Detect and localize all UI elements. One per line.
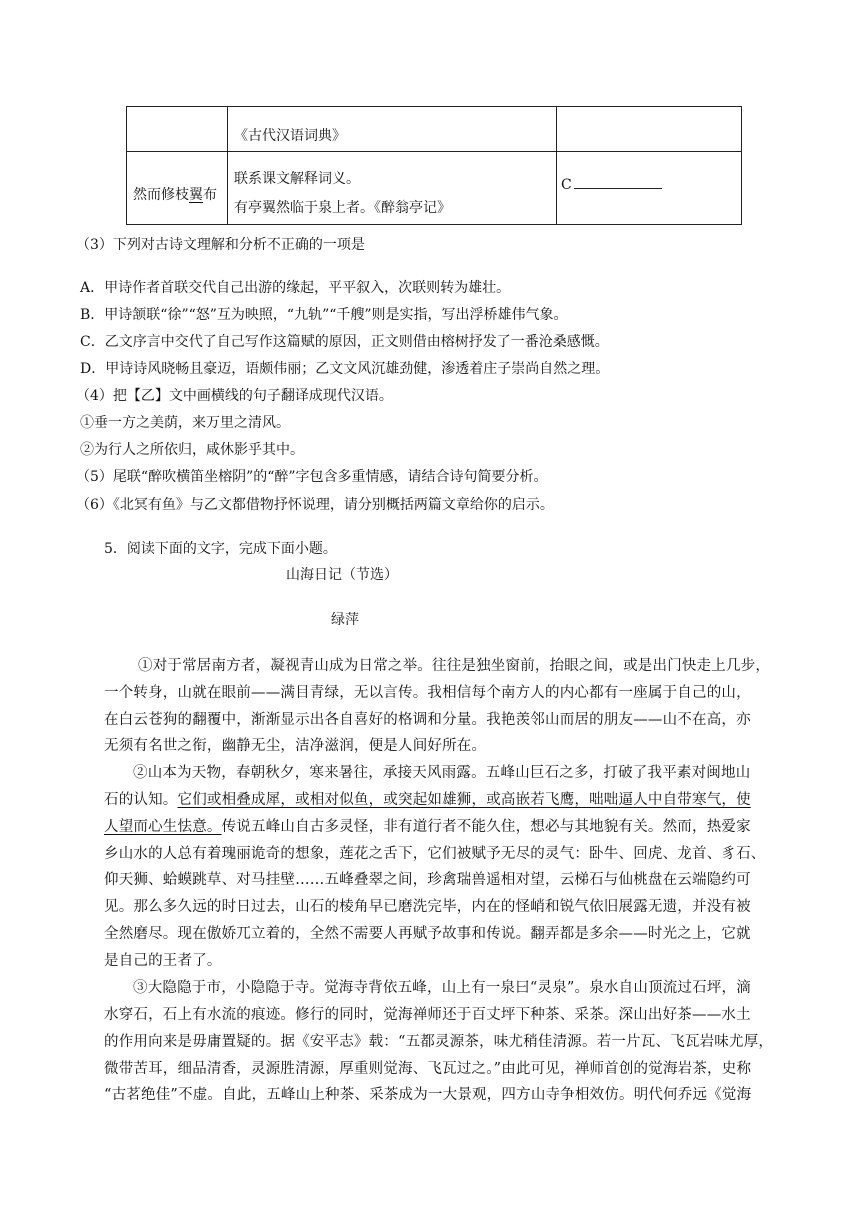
underlined-sentence: 它们或相叠成犀，或相对似鱼，或突起如雄狮，或高嵌若飞鹰，咄咄逼人中自带寒气，使 [177,792,751,808]
option-b[interactable]: B．甲诗颔联“徐”“怒”互为映照，“九轨”“千艘”则是实指，写出浮桥雄伟气象。 [80,307,568,323]
underlined-sentence: 人望而心生怯意。 [104,819,222,835]
para1-line: 一个转身，山就在眼前——满目青绿，无以言传。我相信每个南方人的内心都有一座属于自己的山， [104,685,751,701]
para2-line: 全然磨尽。现在傲娇兀立着的，全然不需要人再赋予故事和传说。翻弄都是多余——时光之上，它就 [104,926,751,942]
para2-line: 仰天狮、蛤蟆跳草、对马挂壁……五峰叠翠之间，珍禽瑞兽遥相对望，云梯石与仙桃盘在云端隐约可 [104,872,751,888]
phrase-emph: 翼 [189,187,203,203]
para3-line: 水穿石，石上有水流的痕迹。修行的同时，觉海禅师还于百丈坪下种茶、采茶。深山出好茶——水土 [104,1007,751,1023]
blank-line[interactable] [574,176,662,189]
para3-line: 微带苦耳，细品清香，灵源胜清源，厚重则觉海、飞瓦过之。”由此可见，禅师首创的觉海岩茶，史称 [104,1061,752,1077]
table-cell [557,152,742,225]
translation-item-1: ①垂一方之美荫，来万里之清风。 [80,415,290,431]
plain-text: 传说五峰山自古多灵怪，非有道行者不能久住，想必与其地貌有关。然而，热爱家 [221,819,751,835]
table-cell [127,152,228,225]
para2-line: 乡山水的人总有着瑰丽诡奇的想象，莲花之舌下，它们被赋予无尽的灵气：卧牛、回虎、龙首、豸石、 [104,846,766,862]
para1-line: 无须有名世之衔，幽静无尘，洁净滋润，便是人间好所在。 [104,738,487,754]
section-intro: 5．阅读下面的文字，完成下面小题。 [104,541,337,557]
para2-line: ②山本为天物，春朝秋夕，寒来暑往，承接天风雨露。五峰山巨石之多，打破了我平素对闽地山 [133,765,751,781]
para3-line: 的作用向来是毋庸置疑的。据《安平志》载：“五都灵源茶，味尤稍佳清源。若一片瓦、飞瓦岩味尤厚， [104,1034,774,1050]
answer-blank[interactable] [561,176,662,193]
table-cell [557,107,742,152]
article-author: 绿萍 [331,612,359,628]
phrase-suffix: 布 [203,187,217,203]
para2-line: 见。那么多久远的时日过去，山石的棱角早已磨洗完毕，内在的怪峭和锐气依旧展露无遗，并没有被 [104,899,751,915]
question-4-stem: （4）把【乙】文中画横线的句子翻译成现代汉语。 [76,388,393,404]
para2-line: 是自己的王者了。 [104,953,222,969]
para2-line [104,815,751,836]
article-title: 山海日记（节选） [286,567,398,583]
phrase-text [133,184,217,204]
para1-line: 在白云苍狗的翻覆中，渐渐显示出各自喜好的格调和分量。我艳羡邻山而居的朋友——山不在高，亦 [104,712,751,728]
para3-line: ③大隐隐于市，小隐隐于寺。觉海寺背依五峰，山上有一泉曰“灵泉”。泉水自山顶流过石坪，滴 [133,980,751,996]
blank-label: C [561,177,572,193]
table-cell [127,107,228,152]
cell-text: 《古代汉语词典》 [234,128,346,144]
question-6-stem: （6）《北冥有鱼》与乙文都借物抒怀说理，请分别概括两篇文章给你的启示。 [76,497,554,513]
table-row [127,152,742,225]
translation-item-2: ②为行人之所依归，咸休影乎其中。 [80,442,304,458]
table-cell [228,152,557,225]
para2-line [104,788,751,809]
vocab-table [126,106,742,225]
option-d[interactable]: D．甲诗诗风晓畅且豪迈，语颇伟丽；乙文文风沉雄劲健，渗透着庄子崇尚自然之理。 [80,361,610,377]
option-c[interactable]: C．乙文序言中交代了自己写作这篇赋的原因，正文则借由榕树抒发了一番沧桑感慨。 [80,334,609,350]
plain-text: 石的认知。 [104,792,178,808]
cell-line: 有亭翼然临于泉上者。《醉翁亭记》 [234,200,451,216]
table-cell [228,107,557,152]
para3-line: “古茗绝佳”不虚。自此，五峰山上种茶、采茶成为一大景观，四方山寺争相效仿。明代何乔远《觉海 [104,1087,752,1103]
option-a[interactable]: A．甲诗作者首联交代自己出游的缘起，平平叙入，次联则转为雄壮。 [80,280,511,296]
question-3-stem: （3）下列对古诗文理解和分析不正确的一项是 [76,237,365,253]
cell-line: 联系课文解释词义。 [234,171,360,187]
phrase-prefix: 然而修枝 [133,187,189,203]
question-5-stem: （5）尾联“醉吹横笛坐榕阴”的“醉”字包含多重情感，请结合诗句简要分析。 [76,469,548,485]
table-row [127,107,742,152]
para1-line: ①对于常居南方者，凝视青山成为日常之举。往往是独坐窗前，抬眼之间，或是出门快走上几步， [138,658,771,674]
